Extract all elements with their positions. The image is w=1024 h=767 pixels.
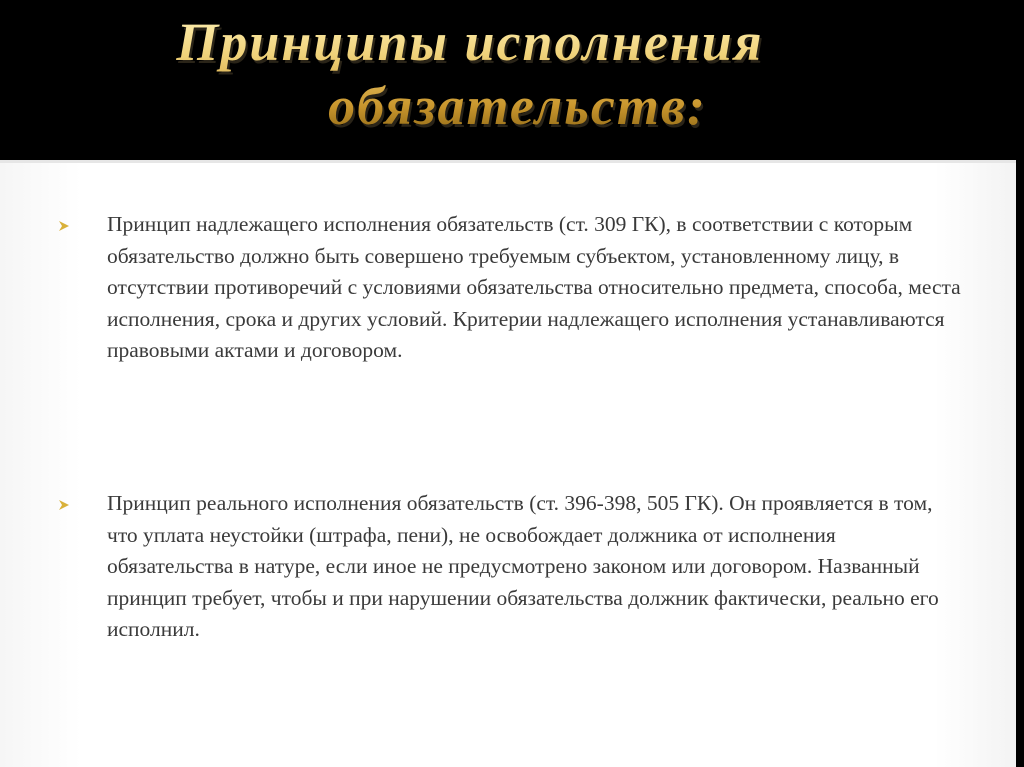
bullet-text: Принцип надлежащего исполнения обязательств (ст. 309 ГК), в соответствии с которым обязательство должно быть совершено требуемым субъектом, установленному лицу, в отсутствии противоречий с условиями обязательства относительно предмета, способа, места исполнения, срока и других условий. Критерии надлежащего исполнения устанавливаются правовыми актами и договором. [107, 212, 961, 362]
chevron-arrow-icon [58, 211, 72, 225]
slide-title-line-1: Принципы исполнения [176, 12, 764, 72]
bullet-text: Принцип реального исполнения обязательств (ст. 396-398, 505 ГК). Он проявляется в том, что уплата неустойки (штрафа, пени), не освобождает должника от исполнения обязательства в натуре, если иное не предусмотрено законом или договором. Названный принцип требует, чтобы и при нарушении обязательства должник фактически, реально его исполнил. [107, 491, 939, 641]
title-band [0, 0, 1024, 160]
chevron-arrow-icon [58, 490, 72, 504]
right-edge [1016, 160, 1024, 767]
slide-title [0, 10, 940, 138]
slide-title-line-2: обязательств: [328, 76, 707, 136]
